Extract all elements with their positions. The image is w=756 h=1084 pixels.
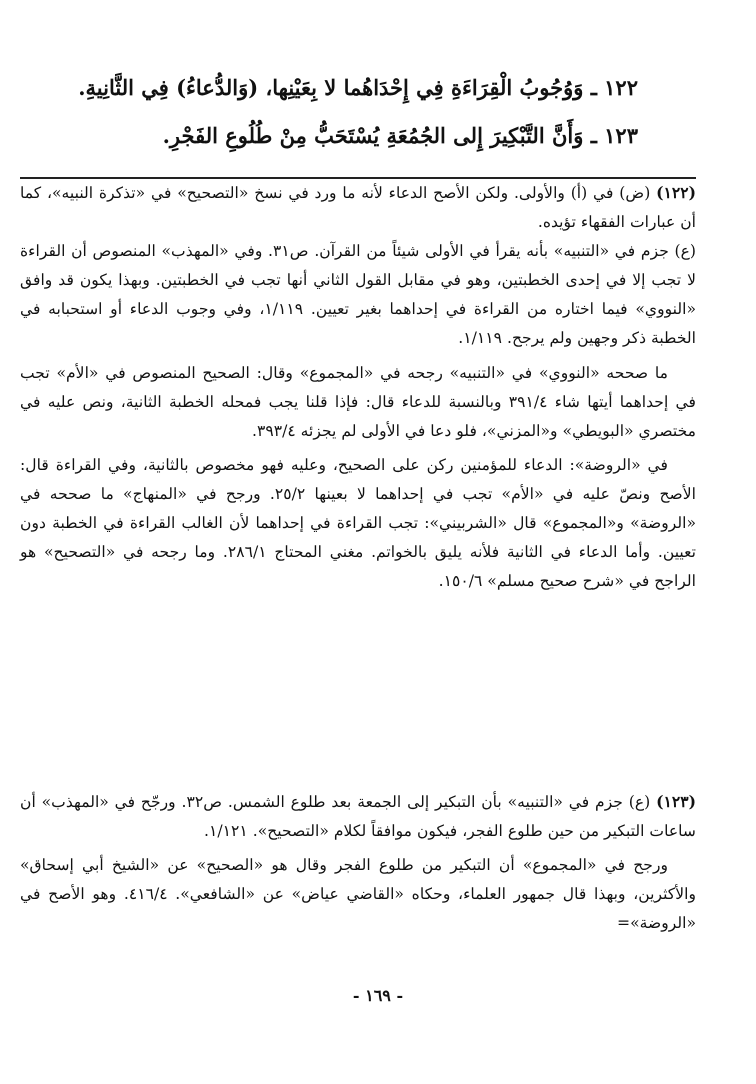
commentary-paragraph	[20, 178, 696, 237]
commentary-paragraph: ما صححه «النووي» في «التنبيه» رجحه في «المجموع» وقال: الصحيح المنصوص في «الأم» تجب في إحداهما أيتها شاء ٣٩١/٤ وبالنسبة للدعاء قال: فإذا قلنا يجب فمحله الخطبة الثانية، ونص عليه في مختصري «البويطي» و«المزني»، فلو دعا في الأولى لم يجزئه ٣٩٣/٤.	[20, 363, 696, 440]
commentary-paragraph: ورجح في «المجموع» أن التبكير من طلوع الفجر وقال هو «الصحيح» عن «الشيخ أبي إسحاق» والأكثرين، وبهذا قال جمهور العلماء، وحكاه «القاضي عياض» عن «الشافعي». ٤١٦/٤. وهو الأصح في «الروضة»=	[20, 856, 696, 933]
matn-line-123	[40, 122, 638, 149]
matn-number: ١٢٣ ـ	[590, 123, 638, 148]
commentary-paragraph	[20, 787, 696, 846]
commentary-paragraph: في «الروضة»: الدعاء للمؤمنين ركن على الصحيح، وعليه فهو مخصوص بالثانية، وفي القراءة قال: الأصح ونصّ عليه في «الأم» تجب في إحداهما لا بعينها ٢٥/٢. ورجح في «المنهاج» ما صححه في «الروضة» و«المجموع» قال «الشربيني»: تجب القراءة في إحداهما لأن الغالب القراءة في الخطبة دون تعيين. وأما الدعاء في الثانية فلأنه يليق بالخواتم. مغني المحتاج ٢٨٦/١. وما رجحه في «التصحيح» هو الراجح في «شرح صحيح مسلم» ١٥٠/٦.	[20, 455, 696, 591]
commentary-123	[20, 787, 696, 938]
commentary-text: (ع) جزم في «التنبيه» بأن التبكير إلى الجمعة بعد طلوع الشمس. ص٣٢. ورجّح في «المهذب» أن ساعات التبكير من حين طلوع الفجر، فيكون موافقاً لكلام «التصحيح». ١/١٢١.	[20, 793, 696, 841]
matn-text: وَأَنَّ التَّبْكِيرَ إِلى الجُمُعَةِ يُسْتَحَبُّ مِنْ طُلُوعِ الفَجْرِ.	[162, 123, 584, 148]
commentary-text: (ض) في (أ) والأولى. ولكن الأصح الدعاء لأنه ما ورد في نسخ «التصحيح» في «تذكرة النبيه»، كما أن عبارات الفقهاء تؤيده.	[20, 184, 696, 232]
commentary-122	[20, 178, 696, 596]
commentary-paragraph: (ع) جزم في «التنبيه» بأنه يقرأ في الأولى شيئاً من القرآن. ص٣١. وفي «المهذب» المنصوص أن القراءة لا تجب إلا في إحدى الخطبتين، وهو في مقابل القول الثاني أنها تجب في الخطبتين. وبهذا يكون قد وافق «النووي» فيما اختاره من القراءة في إحداهما بغير تعيين. ١/١١٩، وفي وجوب الدعاء أو استحبابه في الخطبة ذكر وجهين ولم يرجح. ١/١١٩.	[20, 242, 696, 348]
matn-line-122	[40, 74, 638, 101]
matn-text: وَوُجُوبُ الْقِرَاءَةِ فِي إِحْدَاهُما لا بِعَيْنِها، (وَالدُّعاءُ) فِي الثَّانِيةِ.	[78, 75, 584, 100]
page-number: - ١٦٩ -	[352, 986, 404, 1005]
commentary-number: (١٢٣)	[656, 792, 696, 811]
matn-number: ١٢٢ ـ	[590, 75, 638, 100]
commentary-number: (١٢٢)	[656, 183, 696, 202]
